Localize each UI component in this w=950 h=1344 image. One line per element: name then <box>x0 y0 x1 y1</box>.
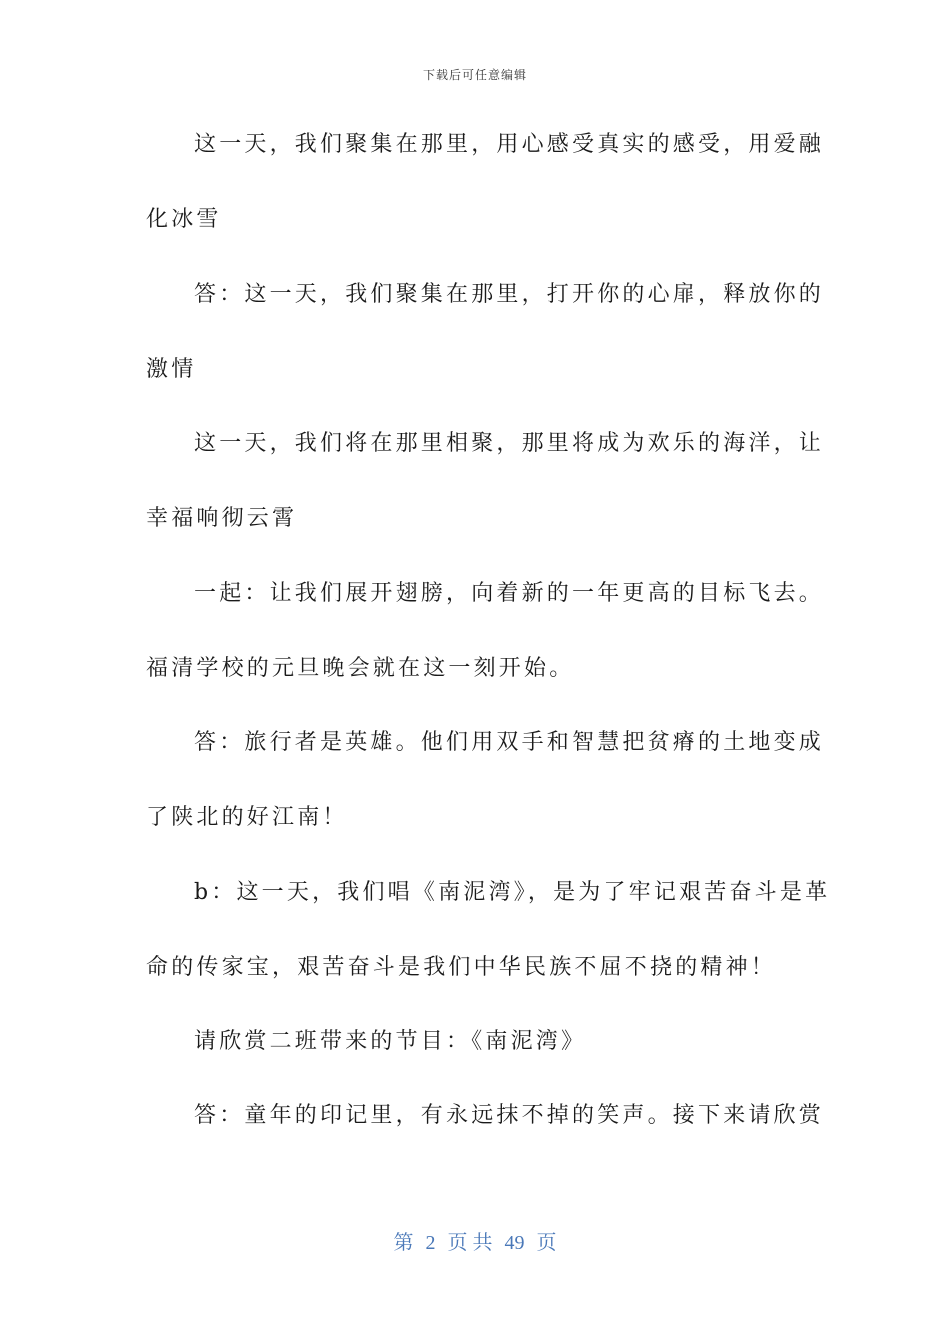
text-line: 福清学校的元旦晚会就在这一刻开始。 <box>146 656 575 681</box>
text-line: 一起：让我们展开翅膀，向着新的一年更高的目标飞去。 <box>194 581 825 606</box>
text-line: 了陕北的好江南！ <box>146 805 348 830</box>
text-line: 这一天，我们将在那里相聚，那里将成为欢乐的海洋，让 <box>194 431 825 456</box>
footer-prefix: 第 <box>393 1232 414 1254</box>
text-line: 激情 <box>146 357 197 382</box>
footer-suffix: 页 <box>536 1232 557 1254</box>
footer-total-pages: 49 <box>504 1232 525 1254</box>
text-line: 这一天，我们聚集在那里，用心感受真实的感受，用爱融 <box>194 132 825 157</box>
text-line: b：这一天，我们唱《南泥湾》，是为了牢记艰苦奋斗是革 <box>194 880 831 905</box>
text-line: 答：童年的印记里，有永远抹不掉的笑声。接下来请欣赏 <box>194 1103 825 1128</box>
text-line: 请欣赏二班带来的节目：《南泥湾》 <box>194 1029 587 1054</box>
footer-page-number: 2 <box>425 1232 436 1254</box>
page-footer <box>0 1226 950 1255</box>
text-line: 命的传家宝，艰苦奋斗是我们中华民族不屈不挠的精神！ <box>146 955 777 980</box>
page-header: 下载后可任意编辑 <box>422 68 527 82</box>
text-line: 化冰雪 <box>146 207 222 232</box>
footer-middle: 页 共 <box>447 1232 493 1254</box>
text-line: 答：旅行者是英雄。他们用双手和智慧把贫瘠的土地变成 <box>194 730 825 755</box>
text-line: 答：这一天，我们聚集在那里，打开你的心扉，释放你的 <box>194 282 825 307</box>
text-line: 幸福响彻云霄 <box>146 506 298 531</box>
